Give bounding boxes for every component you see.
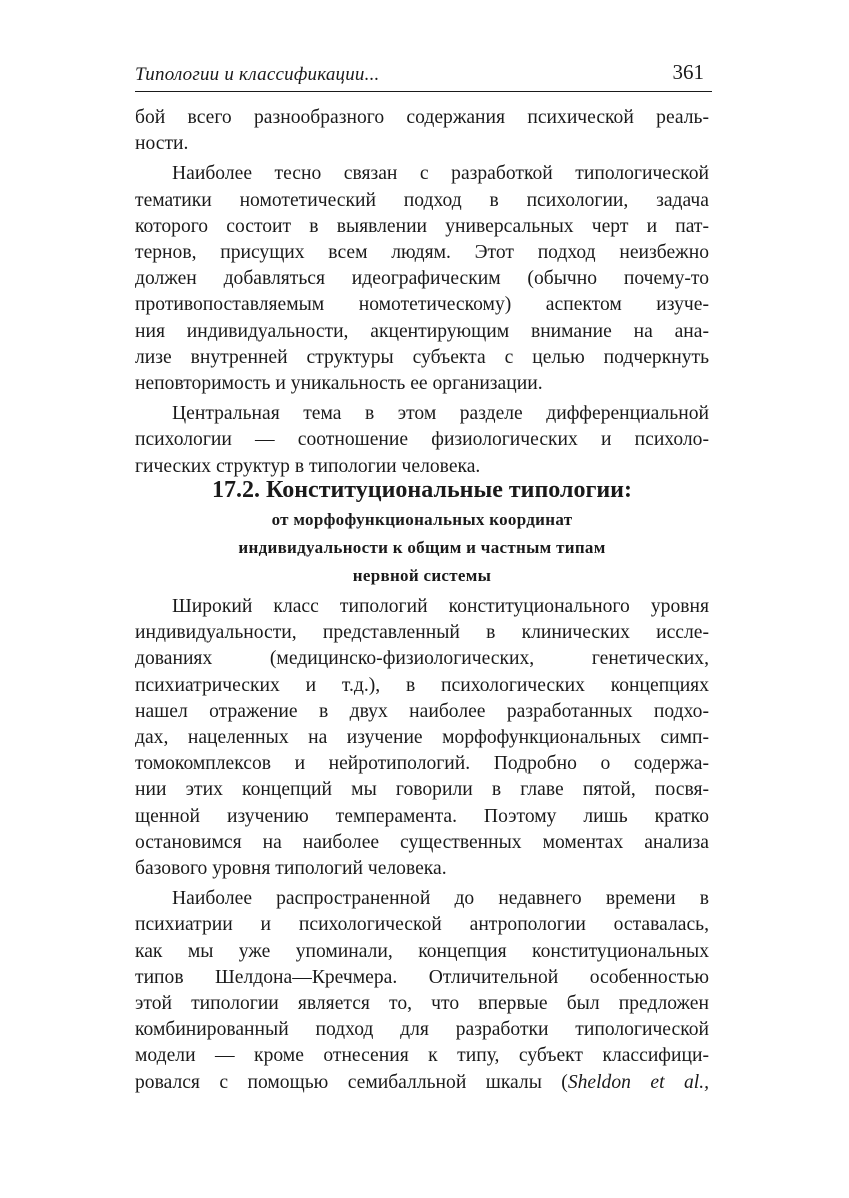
section-heading-subline: нервной системы bbox=[352, 566, 492, 585]
text-line: типов Шелдона—Кречмера. Отличительной особенностью bbox=[135, 966, 709, 988]
text-line: должен добавляться идеографическим (обычно почему-то bbox=[135, 268, 709, 290]
section-heading-subline: индивидуальности к общим и частным типам bbox=[238, 538, 606, 557]
text-line: остановимся на наиболее существенных моментах анализа bbox=[135, 831, 709, 853]
text-line: щенной изучению темперамента. Поэтому лишь кратко bbox=[135, 805, 709, 827]
text-line: нашел отражение в двух наиболее разработанных подхо- bbox=[135, 700, 709, 722]
section-heading-main: 17.2. Конституциональные типологии: bbox=[212, 477, 632, 503]
header-rule bbox=[135, 91, 712, 92]
text-line: неповторимость и уникальность ее организации. bbox=[135, 373, 543, 395]
text-line: тернов, присущих всем людям. Этот подход неизбежно bbox=[135, 242, 709, 264]
text-line: Наиболее тесно связан с разработкой типологической bbox=[172, 163, 709, 185]
paragraph bbox=[135, 886, 709, 1096]
text-line: Центральная тема в этом разделе дифференциальной bbox=[172, 403, 709, 425]
text-line: Наиболее распространенной до недавнего времени в bbox=[172, 888, 709, 910]
paragraph bbox=[135, 161, 709, 397]
text-line: ности. bbox=[135, 133, 189, 155]
text-line: лизе внутренней структуры субъекта с целью подчеркнуть bbox=[135, 346, 709, 368]
text-line: ния индивидуальности, акцентирующим внимание на ана- bbox=[135, 320, 709, 342]
text-line: модели — кроме отнесения к типу, субъект классифици- bbox=[135, 1045, 709, 1067]
text-line: тематики номотетический подход в психологии, задача bbox=[135, 189, 709, 211]
text-line: нии этих концепций мы говорили в главе пятой, посвя- bbox=[135, 779, 709, 801]
text-line-body: ровался с помощью семибалльной шкалы ( bbox=[135, 1071, 568, 1093]
citation: Sheldon et al., bbox=[567, 1071, 709, 1093]
text-line bbox=[135, 1070, 709, 1096]
text-line: психиатрических и т.д.), в психологических концепциях bbox=[135, 674, 709, 696]
text-line: психиатрии и психологической антропологии оставалась, bbox=[135, 914, 709, 936]
text-line: комбинированный подход для разработки типологической bbox=[135, 1019, 709, 1041]
text-line: которого состоит в выявлении универсальных черт и пат- bbox=[135, 215, 709, 237]
running-title: Типологии и классификации... bbox=[135, 64, 380, 85]
section-heading-subline: от морфофункциональных координат bbox=[271, 510, 573, 529]
page-number: 361 bbox=[672, 60, 704, 84]
paragraph bbox=[135, 105, 709, 157]
text-line: психологии — соотношение физиологических и психоло- bbox=[135, 429, 709, 451]
text-line: дах, нацеленных на изучение морфофункциональных симп- bbox=[135, 727, 709, 749]
text-block-before-heading bbox=[135, 105, 709, 480]
text-line: бой всего разнообразного содержания психической реаль- bbox=[135, 107, 709, 128]
section-heading bbox=[135, 474, 709, 590]
text-line: гических структур в типологии человека. bbox=[135, 455, 481, 477]
running-head bbox=[135, 56, 712, 90]
text-line: базового уровня типологий человека. bbox=[135, 858, 447, 880]
text-block-after-heading bbox=[135, 594, 709, 1096]
text-line: этой типологии является то, что впервые был предложен bbox=[135, 993, 709, 1015]
paragraph bbox=[135, 594, 709, 882]
text-line: Широкий класс типологий конституционального уровня bbox=[172, 596, 709, 617]
text-line: дованиях (медицинско-физиологических, генетических, bbox=[135, 648, 709, 670]
text-line: томокомплексов и нейротипологий. Подробно о содержа- bbox=[135, 753, 709, 775]
text-line: индивидуальности, представленный в клинических иссле- bbox=[135, 622, 709, 644]
text-line: противопоставляемым номотетическому) аспектом изуче- bbox=[135, 294, 709, 316]
text-line: как мы уже упоминали, концепция конституциональных bbox=[135, 940, 709, 962]
paragraph bbox=[135, 401, 709, 480]
